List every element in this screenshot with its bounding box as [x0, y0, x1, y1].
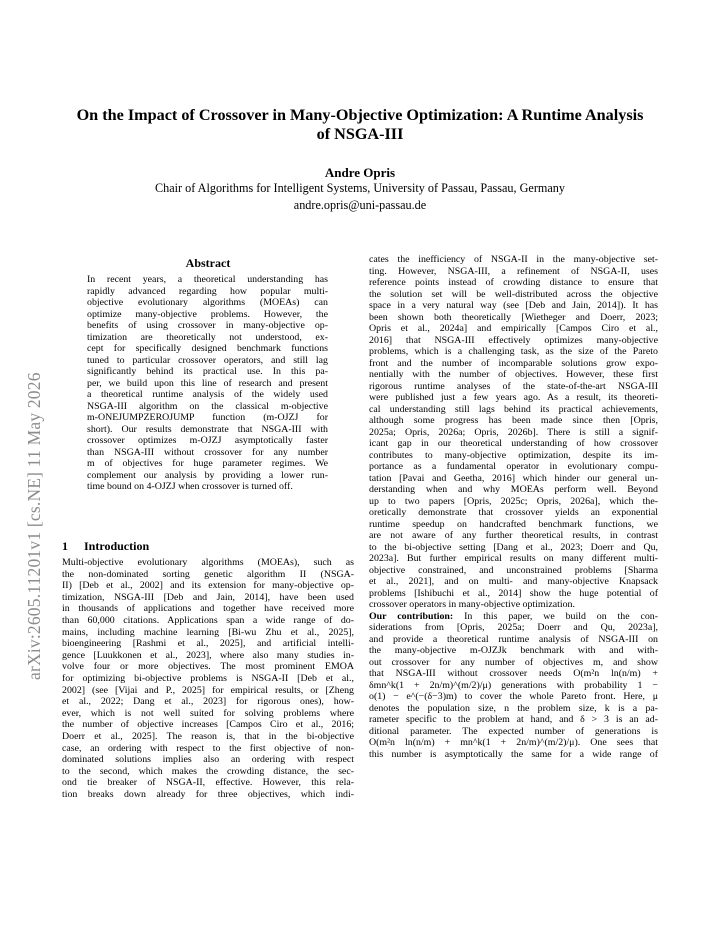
- text-line: m-ONEJUMPZEROJUMP function (m-OJZJ for: [87, 412, 328, 423]
- arxiv-stamp-text: arXiv:2605.11201v1 [cs.NE] 11 May 2026: [24, 372, 44, 680]
- text-line: benefits of using crossover in many-objective op-: [87, 320, 328, 331]
- text-line: et al., 2022; Dang et al., 2023] for rigorous ones), how-: [62, 696, 354, 708]
- text-line: portance as a fundamental operator in evolutionary compu-: [369, 461, 658, 472]
- section-number: 1: [62, 539, 68, 553]
- text-line: optimize many-objective problems. However, the: [87, 308, 328, 320]
- text-line: Opris et al., 2024a] and empirically [Campos Ciro et al.,: [369, 323, 658, 334]
- text-line: up to two papers [Opris, 2025c; Opris, 2026a], which the-: [369, 495, 658, 507]
- text-line: derstanding when and why MOEAs perform well. Beyond: [369, 484, 658, 495]
- text-line: were published just a few years ago. As a result, its theoreti-: [369, 392, 658, 403]
- text-line: this number is asymptotically the same for a wide range of: [369, 748, 658, 760]
- text-line: 2025a; Opris, 2026a; Opris, 2026b]. There is still a signif-: [369, 426, 658, 438]
- text-line: tation [Pavai and Geetha, 2016] which hinder our general un-: [369, 472, 658, 484]
- text-line: for optimizing bi-objective problems is NSGA-II [Deb et al.,: [62, 673, 354, 684]
- text-line: the many-objective m-OJZJk benchmark with and with-: [369, 645, 658, 656]
- text-line: gence [Luukkonen et al., 2023], where also many studies in-: [62, 649, 354, 661]
- text-line: Doerr et al., 2025]. The reason is, that in the bi-objective: [62, 731, 354, 742]
- text-line: to the second, which makes the crowding distance, the sec-: [62, 765, 354, 777]
- text-line: space in a very natural way (see [Deb and Jain, 2014]). It has: [369, 300, 658, 311]
- text-line: In recent years, a theoretical understanding has: [87, 274, 328, 285]
- text-line: objective constrained, and unconstrained problems [Sharma: [369, 564, 658, 576]
- text-line: Multi-objective evolutionary algorithms (MOEAs), such as: [62, 557, 354, 568]
- text-line: δmn^k(1 + 2n/m)^(m/2)/μ) generations with probability 1 −: [369, 679, 658, 691]
- text-line: rigorous runtime analyses of the state-of-the-art NSGA-III: [369, 380, 658, 392]
- text-line: volve four or more objectives. The most prominent EMOA: [62, 661, 354, 673]
- text-line: case, an ordering with respect to the first objective of non-: [62, 742, 354, 754]
- contribution-text: In this paper, we build on the con-: [464, 610, 659, 622]
- contribution-first-line: [369, 611, 658, 622]
- text-line: out crossover for any number of objectives m, and show: [369, 656, 658, 668]
- author-name: Andre Opris: [324, 165, 396, 180]
- text-line: mains, including machine learning [Bi-wu Zhu et al., 2025],: [62, 626, 354, 638]
- text-line: crossover operators in many-objective optimization.: [369, 599, 575, 610]
- text-line: m of objectives for huge parameter regimes. We: [87, 458, 328, 469]
- text-line: bioengineering [Rashmi et al., 2025], and artificial intelli-: [62, 638, 354, 650]
- text-line: denotes the population size, n the problem size, k is a pa-: [369, 702, 658, 714]
- abstract-heading: Abstract: [185, 256, 231, 270]
- text-line: oretically demonstrate that crossover yields an exponential: [369, 507, 658, 518]
- text-line: although some progress has been made since then [Opris,: [369, 415, 658, 426]
- text-line: than NSGA-III without crossover for any number: [87, 446, 328, 458]
- text-line: a theoretical runtime analysis of the widely used: [87, 389, 328, 400]
- text-line: to the bi-objective setting [Dang et al., 2023; Doerr and Qu,: [369, 541, 658, 553]
- text-line: tuned to particular crossover operators, and still lag: [87, 354, 328, 366]
- text-line: cal understanding still lags behind its practical achievements,: [369, 403, 658, 415]
- text-line: II) [Deb et al., 2002] and its extension for many-objective op-: [62, 580, 354, 592]
- text-line: significantly behind its practical use. In this pa-: [87, 366, 328, 377]
- text-line: runtime speedup on handcrafted benchmark functions, we: [369, 518, 658, 530]
- contribution-lead: Our contribution:: [369, 610, 465, 622]
- text-line: in thousands of applications and together have received more: [62, 603, 354, 615]
- text-line: the number of objective increases [Campos Ciro et al., 2016;: [62, 719, 354, 731]
- text-line: short). Our results demonstrate that NSGA-III with: [87, 423, 328, 435]
- text-line: reference points instead of crowding distance to ensure that: [369, 277, 658, 288]
- section-heading-introduction: [62, 539, 149, 554]
- text-line: ever, which is not well suited for solving problems where: [62, 707, 354, 719]
- text-line: been shown both theoretically [Wietheger and Doerr, 2023;: [369, 311, 658, 323]
- text-line: than 60,000 citations. Applications span a wide range of do-: [62, 615, 354, 626]
- text-line: icant gap in our theoretical understanding of how crossover: [369, 438, 658, 449]
- paper-title: [40, 106, 680, 144]
- text-line: ditional parameter. The expected number of generations is: [369, 725, 658, 737]
- text-line: o(1) − e^(−(δ−3)m) to cover the whole Pareto front. Here, μ: [369, 691, 658, 702]
- text-line: contributes to many-objective optimization, despite its im-: [369, 449, 658, 461]
- author-email[interactable]: andre.opris@uni-passau.de: [293, 198, 427, 212]
- text-line: objective evolutionary algorithms (MOEAs) can: [87, 297, 328, 308]
- text-line: siderations from [Opris, 2025a; Doerr and Qu, 2023a],: [369, 622, 658, 633]
- text-line: nentially with the number of objectives. However, these first: [369, 369, 658, 380]
- text-line: 2016] that NSGA-III effectively optimizes many-objective: [369, 334, 658, 346]
- text-line: 2023a]. But further empirical results on many different multi-: [369, 553, 658, 564]
- text-line: O(m²n ln(n/m) + mn^k(1 + 2n/m)^(m/2)/μ). One sees that: [369, 737, 658, 748]
- text-line: cept for specifically designed benchmark functions: [87, 343, 328, 354]
- text-line: rameter specific to the problem at hand, and δ > 3 is an ad-: [369, 714, 658, 725]
- text-line: crossover optimizes m-OJZJ asymptotically faster: [87, 435, 328, 446]
- text-line: problems, which is a challenging task, as the size of the Pareto: [369, 346, 658, 357]
- text-line: rapidly advanced regarding how popular multi-: [87, 285, 328, 297]
- text-line: dominated solutions implies also an ordering with respect: [62, 754, 354, 766]
- text-line: ond tie breaker of NSGA-II, effective. However, this rela-: [62, 777, 354, 789]
- text-line: timization, NSGA-III [Deb and Jain, 2014], have been used: [62, 591, 354, 603]
- text-line: front and the number of incomparable solutions grow expo-: [369, 357, 658, 369]
- text-line: the non-dominated sorting genetic algorithm II (NSGA-: [62, 568, 354, 580]
- author-affiliation: Chair of Algorithms for Intelligent Systems, University of Passau, Passau, Germany: [155, 181, 565, 195]
- text-line: tion breaks down already for three objectives, which indi-: [62, 789, 354, 800]
- text-line: 2002] (see [Vijai and P., 2025] for empirical results, or [Zheng: [62, 684, 354, 696]
- text-line: ting. However, NSGA-III, a refinement of NSGA-II, uses: [369, 265, 658, 277]
- text-line: cates the inefficiency of NSGA-II in the many-objective set-: [369, 254, 658, 265]
- text-line: per, we build upon this line of research and present: [87, 377, 328, 389]
- text-line: NSGA-III algorithm on the classical m-objective: [87, 400, 328, 412]
- text-line: timization are theoretically not understood, ex-: [87, 331, 328, 343]
- text-line: time bound on 4-OJZJ when crossover is turned off.: [87, 481, 293, 492]
- text-line: the solution set will be well-distributed across the objective: [369, 288, 658, 300]
- text-line: problems [Ishibuchi et al., 2014] show the huge potential of: [369, 587, 658, 599]
- title-line-1: On the Impact of Crossover in Many-Objective Optimization: A Runtime Analysis: [76, 106, 644, 124]
- text-line: and provide a theoretical runtime analysis of NSGA-III on: [369, 633, 658, 645]
- text-line: et al., 2021], and on multi- and many-objective Knapsack: [369, 576, 658, 587]
- text-line: that NSGA-III without crossover needs O(m²n ln(n/m) +: [369, 668, 658, 679]
- text-line: are not aware of any further theoretical results, in contrast: [369, 530, 658, 541]
- title-line-2: of NSGA-III: [316, 125, 404, 143]
- section-title: Introduction: [84, 539, 150, 553]
- text-line: complement our analysis by providing a lower run-: [87, 469, 328, 481]
- arxiv-stamp: [24, 260, 44, 680]
